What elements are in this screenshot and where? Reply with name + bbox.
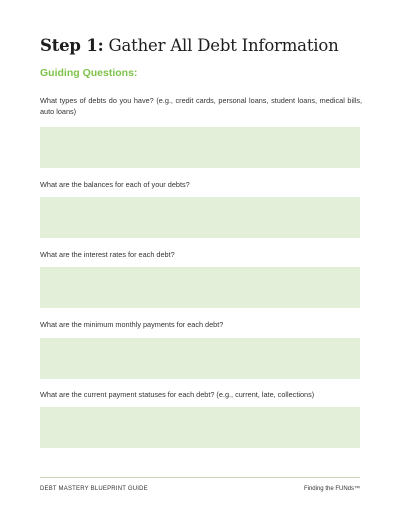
question-1: What types of debts do you have? (e.g., credit cards, personal loans, student loans, medical bills, auto loans) (40, 96, 362, 116)
question-3: What are the interest rates for each debt? (40, 250, 175, 259)
question-4: What are the minimum monthly payments for each debt? (40, 320, 224, 329)
step-title: Gather All Debt Information (108, 36, 339, 55)
guiding-questions-heading: Guiding Questions: (40, 67, 138, 79)
footer-divider (40, 477, 360, 478)
answer-box-4[interactable] (40, 338, 360, 379)
footer-brand: Finding the FUNds™ (303, 486, 360, 492)
answer-box-5[interactable] (40, 407, 360, 448)
page-title (40, 36, 339, 55)
footer-guide-title: DEBT MASTERY BLUEPRINT GUIDE (40, 486, 148, 492)
answer-box-1[interactable] (40, 127, 360, 168)
question-5: What are the current payment statuses for each debt? (e.g., current, late, collections) (40, 390, 315, 399)
answer-box-3[interactable] (40, 267, 360, 308)
answer-box-2[interactable] (40, 197, 360, 238)
question-2: What are the balances for each of your debts? (40, 180, 190, 189)
step-label: Step 1: (40, 36, 104, 55)
